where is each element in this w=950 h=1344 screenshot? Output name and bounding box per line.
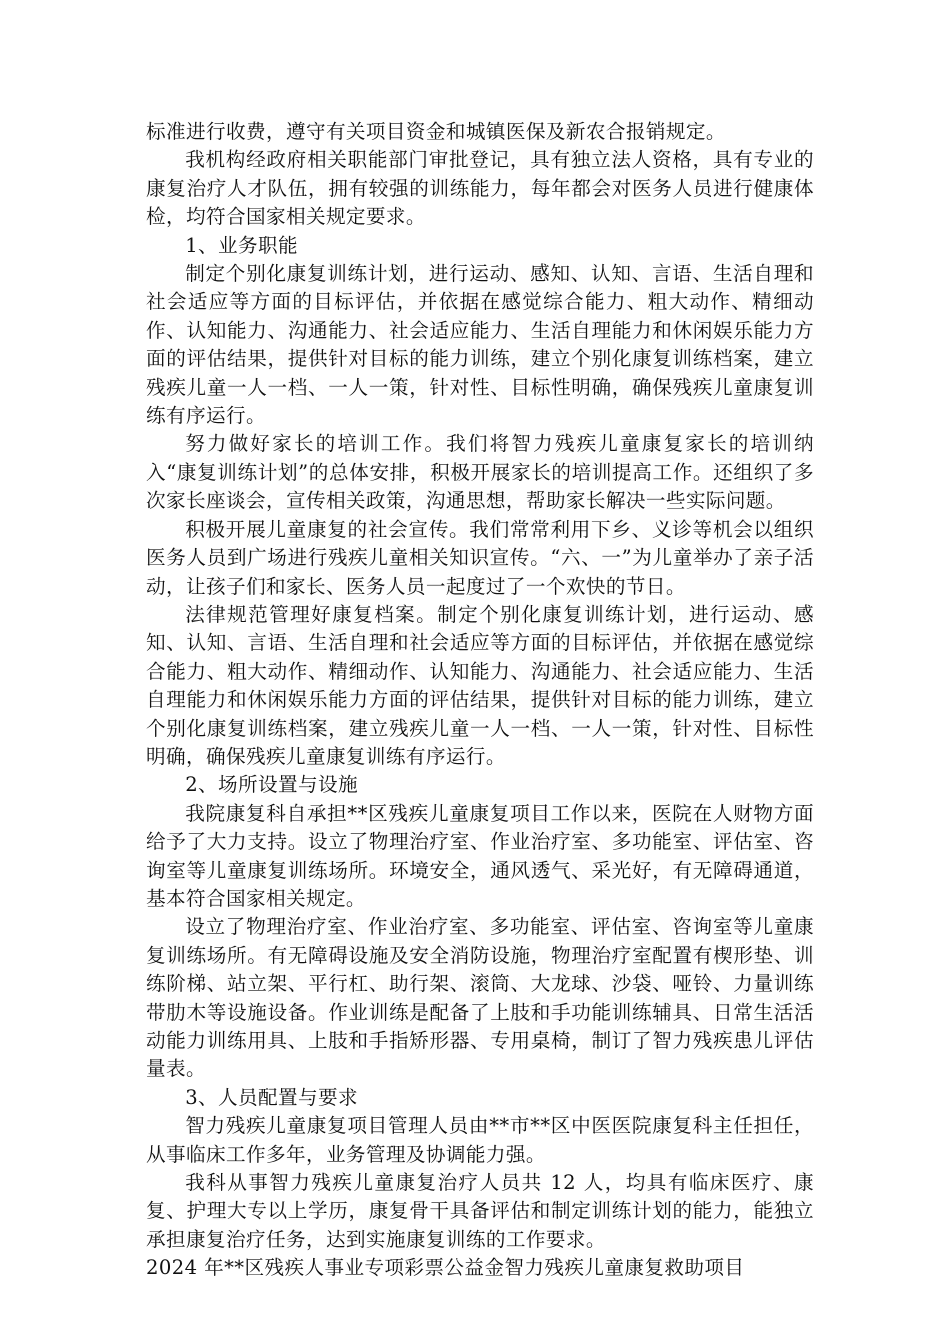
paragraph-parent-training: 努力做好家长的培训工作。我们将智力残疾儿童康复家长的培训纳入“康复训练计划”的总体安排，积极开展家长的培训提高工作。还组织了多次家长座谈会，宣传相关政策，沟通思想，帮助家长解决一些实际问题。 (146, 432, 814, 513)
section-heading-facilities: 2、场所设置与设施 (185, 773, 359, 797)
paragraph-training-plan: 制定个别化康复训练计划，进行运动、感知、认知、言语、生活自理和社会适应等方面的目标评估，并依据在感觉综合能力、粗大动作、精细动作、认知能力、沟通能力、社会适应能力、生活自理能力和休闲娱乐能力方面的评估结果，提供针对目标的能力训练，建立个别化康复训练档案，建立残疾儿童一人一档、一人一策，针对性、目标性明确，确保残疾儿童康复训练有序运行。 (146, 262, 814, 428)
paragraph-archive-management: 法律规范管理好康复档案。制定个别化康复训练计划，进行运动、感知、认知、言语、生活自理和社会适应等方面的目标评估，并依据在感觉综合能力、粗大动作、精细动作、认知能力、沟通能力、社会适应能力、生活自理能力和休闲娱乐能力方面的评估结果，提供针对目标的能力训练，建立个别化康复训练档案，建立残疾儿童一人一档、一人一策，针对性、目标性明确，确保残疾儿童康复训练有序运行。 (146, 602, 814, 768)
paragraph-social-publicity: 积极开展儿童康复的社会宣传。我们常常利用下乡、义诊等机会以组织医务人员到广场进行残疾儿童相关知识宣传。“六、一”为儿童举办了亲子活动，让孩子们和家长、医务人员一起度过了一个欢快的节日。 (146, 517, 814, 598)
section-heading-staffing: 3、人员配置与要求 (185, 1085, 359, 1109)
document-body (146, 118, 814, 1283)
paragraph-equipment: 设立了物理治疗室、作业治疗室、多功能室、评估室、咨询室等儿童康复训练场所。有无障碍设施及安全消防设施，物理治疗室配置有楔形垫、训练阶梯、站立架、平行杠、助行架、滚筒、大龙球、沙袋、哑铃、力量训练带肋木等设施设备。作业训练是配备了上肢和手功能训练辅具、日常生活活动能力训练用具、上肢和手指矫形器、专用桌椅，制订了智力残疾患儿评估量表。 (146, 915, 814, 1081)
section-heading-business-functions: 1、业务职能 (185, 233, 299, 257)
paragraph-hospital-support: 我院康复科自承担**区残疾儿童康复项目工作以来，医院在人财物方面给予了大力支持。设立了物理治疗室、作业治疗室、多功能室、评估室、咨询室等儿童康复训练场所。环境安全，通风透气、采光好，有无障碍通道，基本符合国家相关规定。 (146, 801, 814, 910)
paragraph-institution-qualification: 我机构经政府相关职能部门审批登记，具有独立法人资格，具有专业的康复治疗人才队伍，拥有较强的训练能力，每年都会对医务人员进行健康体检，均符合国家相关规定要求。 (146, 148, 814, 229)
paragraph-project-manager: 智力残疾儿童康复项目管理人员由**市**区中医医院康复科主任担任，从事临床工作多年，业务管理及协调能力强。 (146, 1114, 814, 1166)
paragraph-project-title-line: 2024 年**区残疾人事业专项彩票公益金智力残疾儿童康复救助项目 (146, 1256, 745, 1280)
paragraph-continuation: 标准进行收费，遵守有关项目资金和城镇医保及新农合报销规定。 (146, 120, 726, 143)
paragraph-staff-count: 我科从事智力残疾儿童康复治疗人员共 12 人，均具有临床医疗、康复、护理大专以上学历，康复骨干具备评估和制定训练计划的能力，能独立承担康复治疗任务，达到实施康复训练的工作要求。 (146, 1171, 814, 1251)
